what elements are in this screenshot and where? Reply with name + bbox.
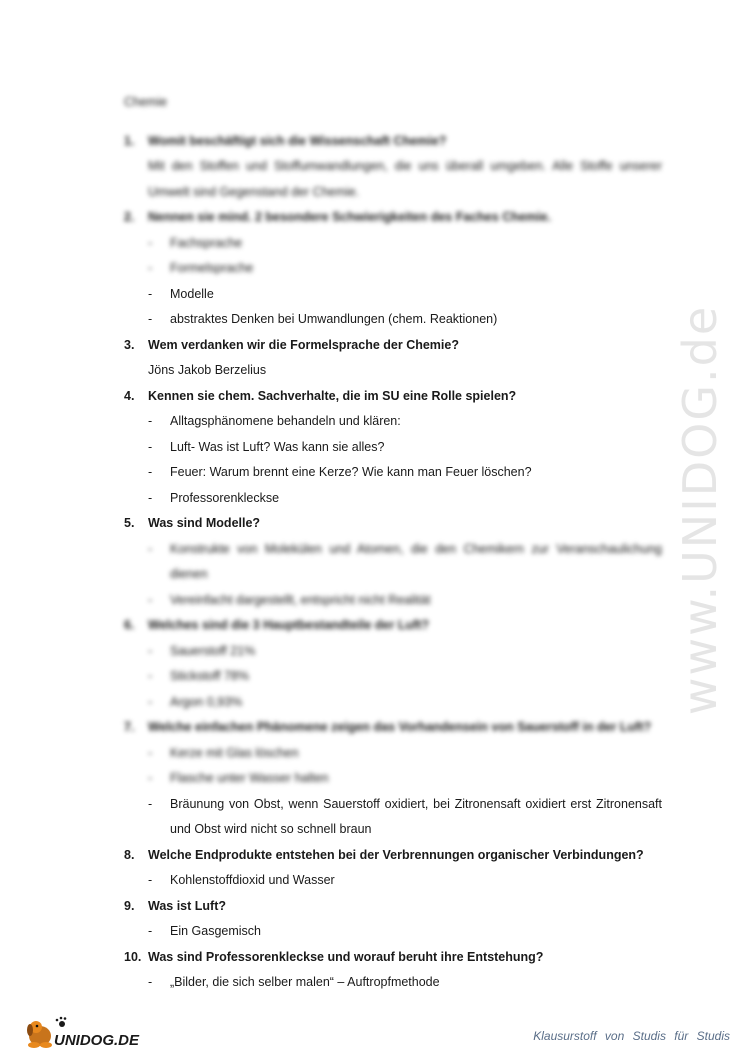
question-9 bbox=[124, 894, 662, 920]
question-text: Womit beschäftigt sich die Wissenschaft Chemie? bbox=[148, 133, 447, 148]
bullet-text: Luft- Was ist Luft? Was kann sie alles? bbox=[170, 439, 385, 454]
bullet-item bbox=[124, 970, 662, 996]
question-text: Was sind Modelle? bbox=[148, 516, 261, 530]
bullet-text: Fachsprache bbox=[170, 235, 243, 250]
bullet-dash: - bbox=[148, 286, 153, 301]
bullet-text: Ein Gasgemisch bbox=[170, 924, 262, 938]
bullet-text: Kerze mit Glas löschen bbox=[170, 745, 299, 760]
answer-text: Jöns Jakob Berzelius bbox=[148, 363, 267, 377]
question-text: Welche Endprodukte entstehen bei der Verbrennungen organischer Verbindungen? bbox=[148, 847, 644, 862]
bullet-text: Feuer: Warum brennt eine Kerze? Wie kann man Feuer löschen? bbox=[170, 465, 532, 479]
question-8 bbox=[124, 843, 662, 869]
bullet-text: Formelsprache bbox=[170, 261, 254, 275]
bullet-text: Bräunung von Obst, wenn Sauerstoff oxidiert, bei Zitronensaft oxidiert erst Zitronensaft und Obst wird nicht so schnell braun bbox=[170, 796, 662, 836]
bullet-dash: - bbox=[148, 669, 153, 683]
answer-text: Mit den Stoffen und Stoffumwandlungen, die uns überall umgeben. Alle Stoffe unserer Umwelt sind Gegenstand der Chemie. bbox=[148, 159, 662, 199]
bullet-item bbox=[124, 588, 662, 614]
bullet-item bbox=[124, 282, 662, 308]
question-text: Welches sind die 3 Hauptbestandteile der Luft? bbox=[148, 618, 430, 632]
question-text: Kennen sie chem. Sachverhalte, die im SU eine Rolle spielen? bbox=[148, 388, 517, 403]
question-number: 2. bbox=[124, 210, 135, 224]
bullet-dash: - bbox=[148, 414, 153, 428]
question-number: 6. bbox=[124, 618, 135, 632]
bullet-item bbox=[124, 690, 662, 716]
bullet-text: Konstrukte von Molekülen und Atomen, die den Chemikern zur Veranschaulichung dienen bbox=[170, 541, 662, 581]
bullet-dash: - bbox=[148, 745, 153, 760]
bullet-dash: - bbox=[148, 490, 153, 505]
question-6 bbox=[124, 613, 662, 639]
question-number: 5. bbox=[124, 516, 135, 530]
bullet-text: Argon 0,93% bbox=[170, 694, 243, 709]
bullet-text: Alltagsphänomene behandeln und klären: bbox=[170, 414, 401, 428]
bullet-dash: - bbox=[148, 975, 153, 989]
logo-text: UNIDOG.DE bbox=[54, 1032, 140, 1049]
question-text: Wem verdanken wir die Formelsprache der Chemie? bbox=[148, 337, 459, 352]
bullet-text: abstraktes Denken bei Umwandlungen (chem. Reaktionen) bbox=[170, 312, 498, 326]
bullet-dash: - bbox=[148, 465, 153, 479]
paw-icon bbox=[56, 1017, 67, 1027]
bullet-dash: - bbox=[148, 924, 153, 938]
bullet-item bbox=[124, 460, 662, 486]
bullet-item bbox=[124, 307, 662, 333]
question-number: 1. bbox=[124, 133, 135, 148]
qa-list bbox=[124, 129, 662, 996]
bullet-dash: - bbox=[148, 771, 153, 785]
question-3 bbox=[124, 333, 662, 359]
question-number: 9. bbox=[124, 898, 135, 913]
bullet-dash: - bbox=[148, 873, 153, 887]
question-text: Was ist Luft? bbox=[148, 898, 227, 913]
bullet-text: Sauerstoff 21% bbox=[170, 643, 256, 658]
bullet-item bbox=[124, 256, 662, 282]
unidog-logo bbox=[24, 1014, 154, 1052]
bullet-text: Professorenkleckse bbox=[170, 490, 280, 505]
document-content bbox=[124, 90, 662, 996]
dog-icon bbox=[27, 1021, 52, 1048]
question-number: 3. bbox=[124, 337, 135, 352]
watermark-text: www.UNIDOG.de bbox=[673, 304, 727, 716]
bullet-dash: - bbox=[148, 235, 153, 250]
bullet-dash: - bbox=[148, 796, 153, 811]
bullet-dash: - bbox=[148, 592, 153, 607]
question-number: 8. bbox=[124, 847, 135, 862]
bullet-dash: - bbox=[148, 541, 153, 556]
question-7 bbox=[124, 715, 662, 741]
bullet-dash: - bbox=[148, 312, 153, 326]
bullet-text: Stickstoff 78% bbox=[170, 669, 249, 683]
bullet-item bbox=[124, 868, 662, 894]
bullet-item bbox=[124, 919, 662, 945]
document-header: Chemie bbox=[124, 95, 168, 109]
bullet-dash: - bbox=[148, 694, 153, 709]
question-1 bbox=[124, 129, 662, 155]
bullet-item bbox=[124, 409, 662, 435]
bullet-item bbox=[124, 741, 662, 767]
question-10 bbox=[124, 945, 662, 971]
bullet-item bbox=[124, 792, 662, 843]
bullet-item bbox=[124, 537, 662, 588]
question-5 bbox=[124, 511, 662, 537]
question-2 bbox=[124, 205, 662, 231]
question-4 bbox=[124, 384, 662, 410]
bullet-item bbox=[124, 231, 662, 257]
bullet-text: Flasche unter Wasser halten bbox=[170, 771, 329, 785]
question-number: 10. bbox=[124, 949, 142, 964]
bullet-text: Modelle bbox=[170, 286, 214, 301]
bullet-item bbox=[124, 766, 662, 792]
bullet-dash: - bbox=[148, 643, 153, 658]
bullet-text: Kohlenstoffdioxid und Wasser bbox=[170, 873, 335, 887]
bullet-text: Vereinfacht dargestellt, entspricht nicht Realität bbox=[170, 592, 431, 607]
bullet-text: „Bilder, die sich selber malen“ – Auftropfmethode bbox=[170, 975, 440, 989]
bullet-item bbox=[124, 639, 662, 665]
bullet-item bbox=[124, 664, 662, 690]
question-number: 4. bbox=[124, 388, 135, 403]
bullet-dash: - bbox=[148, 261, 153, 275]
question-text: Was sind Professorenkleckse und worauf beruht ihre Entstehung? bbox=[148, 949, 544, 964]
bullet-item bbox=[124, 486, 662, 512]
question-text: Nennen sie mind. 2 besondere Schwierigkeiten des Faches Chemie. bbox=[148, 210, 551, 224]
question-text: Welche einfachen Phänomene zeigen das Vorhandensein von Sauerstoff in der Luft? bbox=[148, 720, 652, 734]
footer-text: Klausurstoff von Studis für Studis bbox=[533, 1029, 730, 1043]
bullet-dash: - bbox=[148, 439, 153, 454]
watermark bbox=[655, 280, 745, 740]
question-number: 7. bbox=[124, 720, 135, 734]
bullet-item bbox=[124, 435, 662, 461]
